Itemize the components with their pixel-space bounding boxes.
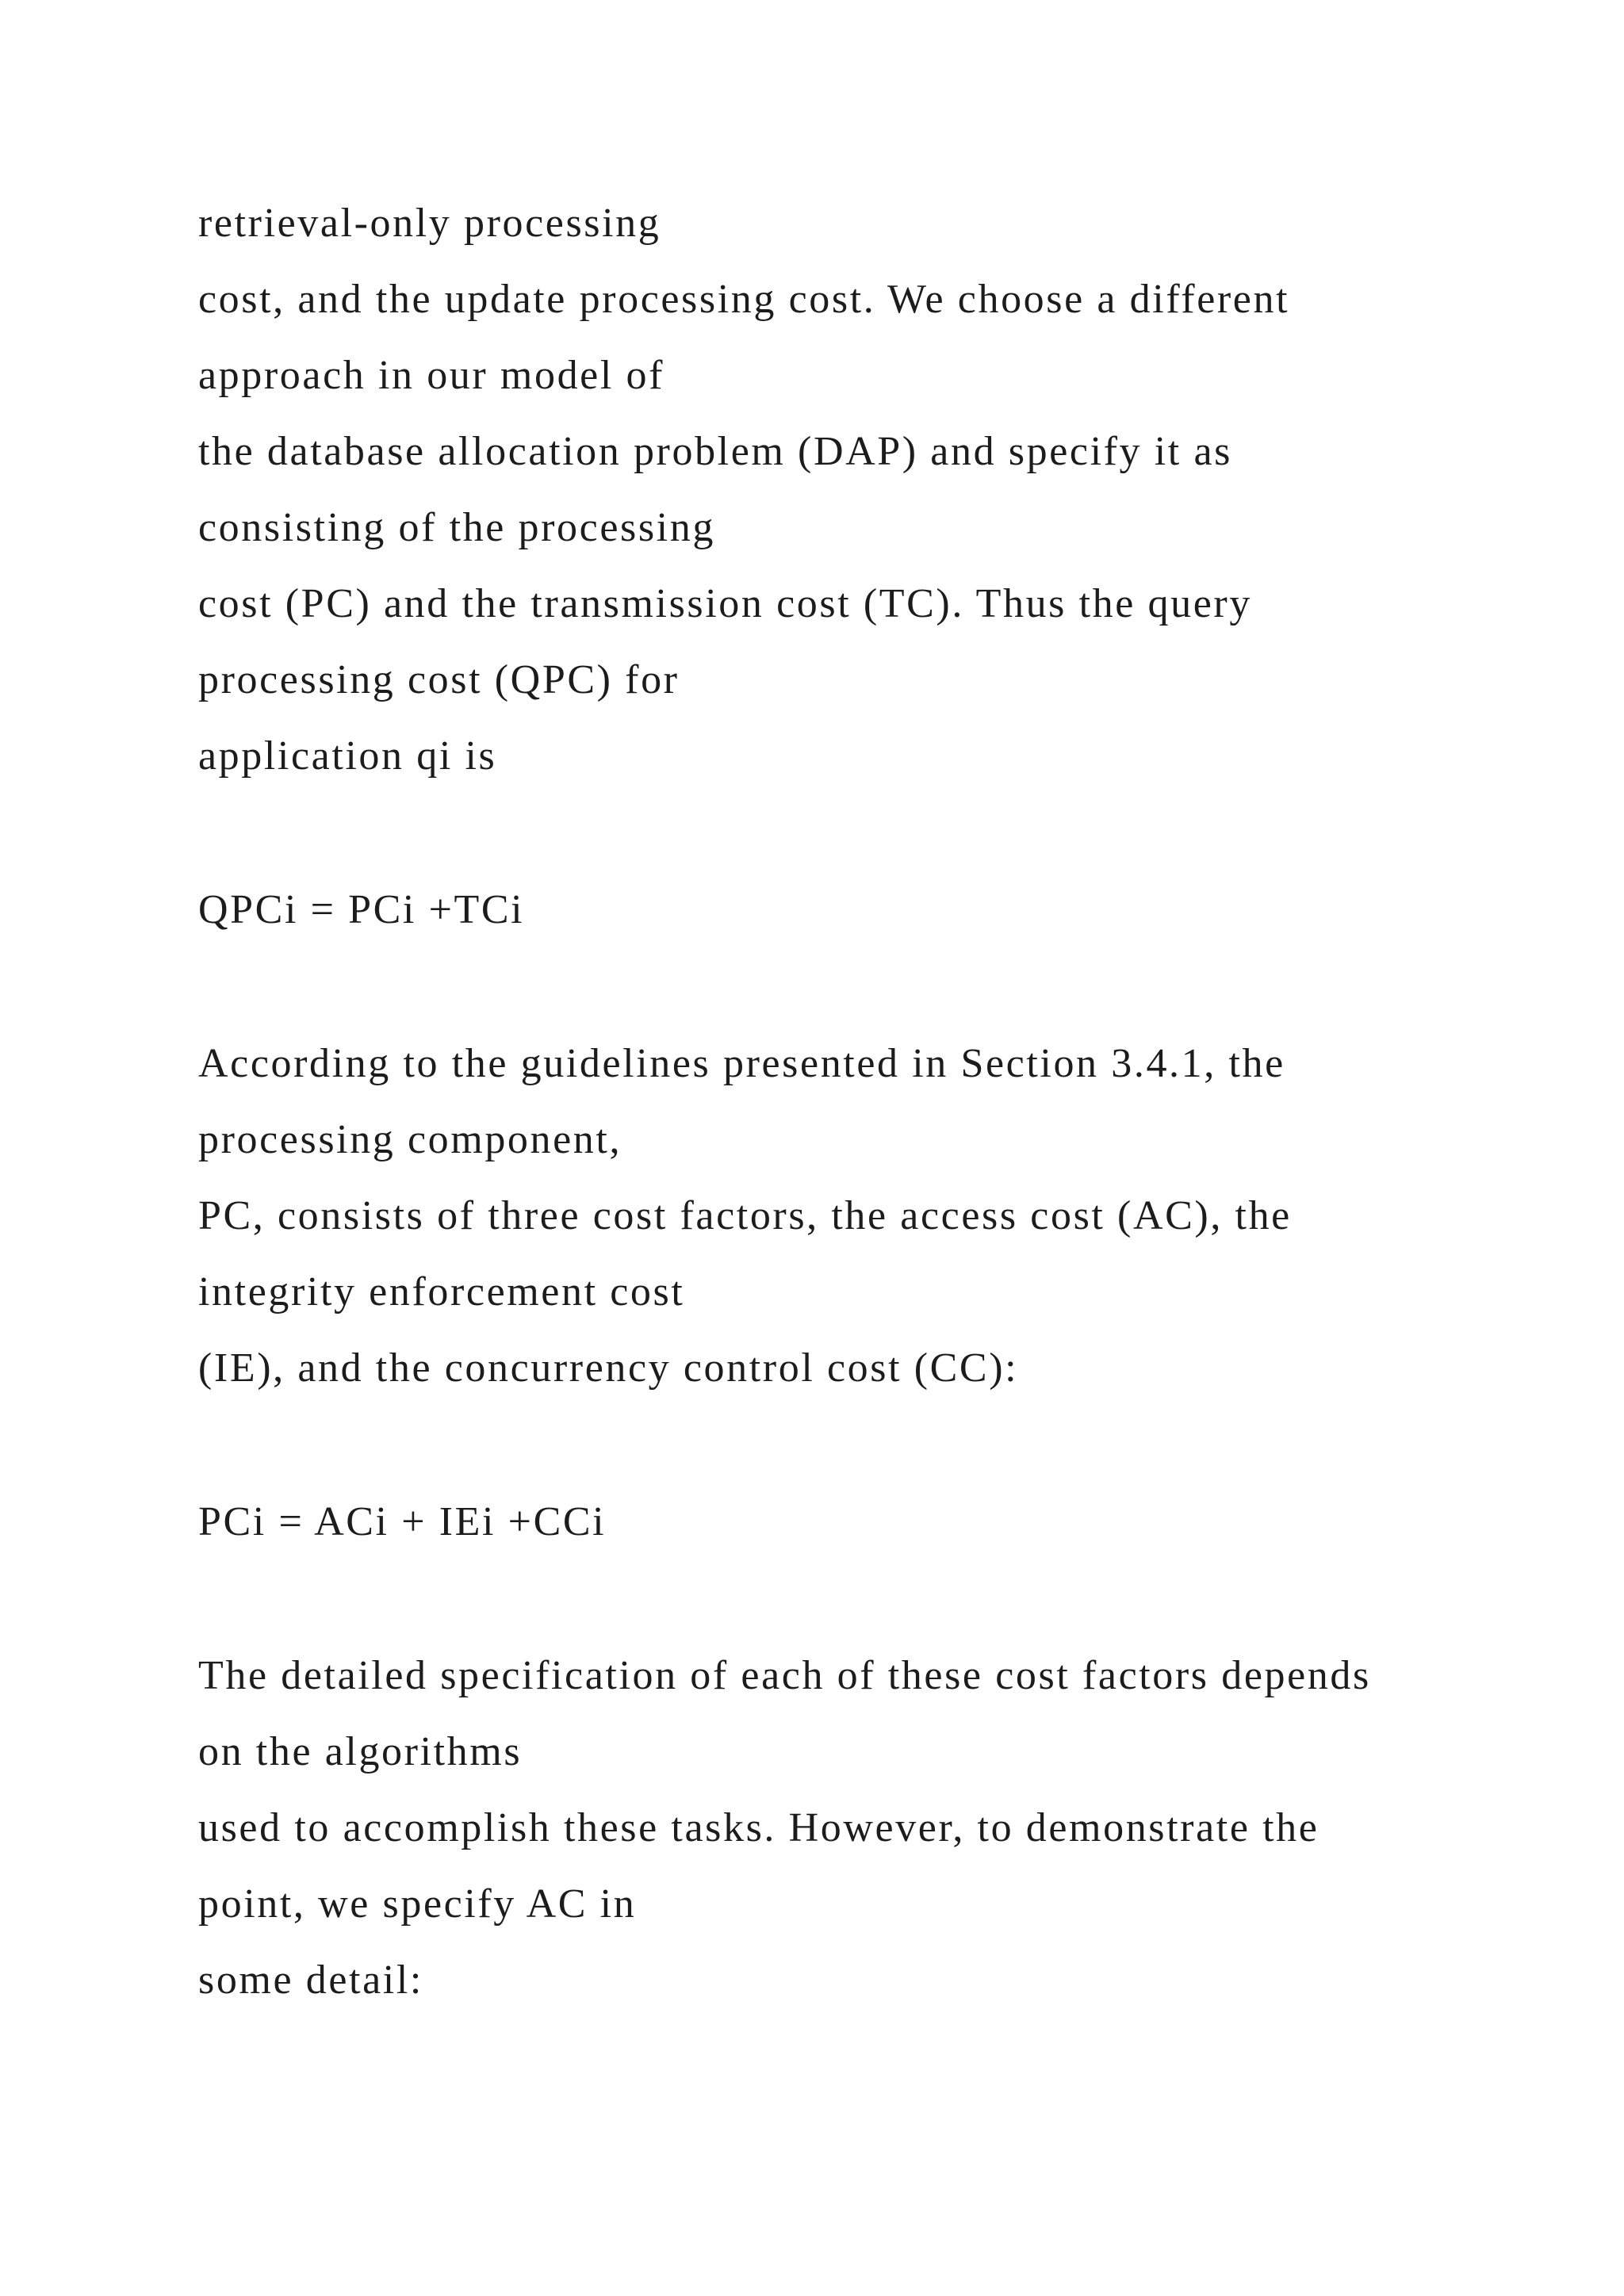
text-line: integrity enforcement cost [198,1269,685,1314]
equation-qpc: QPCi = PCi +TCi [198,887,525,932]
text-line: (IE), and the concurrency control cost (CC): [198,1345,1019,1391]
text-line: consisting of the processing [198,505,715,550]
text-line: point, we specify AC in [198,1881,637,1927]
text-line: cost (PC) and the transmission cost (TC). Thus the query [198,581,1252,626]
text-line: application qi is [198,733,497,779]
text-line: retrieval-only processing [198,201,661,246]
text-line: the database allocation problem (DAP) and specify it as [198,429,1232,474]
equation-pc: PCi = ACi + IEi +CCi [198,1499,607,1544]
text-line: According to the guidelines presented in Section 3.4.1, the [198,1041,1285,1086]
text-line: on the algorithms [198,1729,523,1774]
text-line: used to accomplish these tasks. However, to demonstrate the [198,1805,1320,1850]
text-line: cost, and the update processing cost. We choose a different [198,277,1290,322]
text-line: processing component, [198,1117,622,1162]
text-line: PC, consists of three cost factors, the access cost (AC), the [198,1193,1292,1238]
text-line: approach in our model of [198,353,665,398]
text-line: processing cost (QPC) for [198,657,680,702]
text-line: The detailed specification of each of these cost factors depends [198,1653,1371,1698]
text-line: some detail: [198,1957,423,2003]
